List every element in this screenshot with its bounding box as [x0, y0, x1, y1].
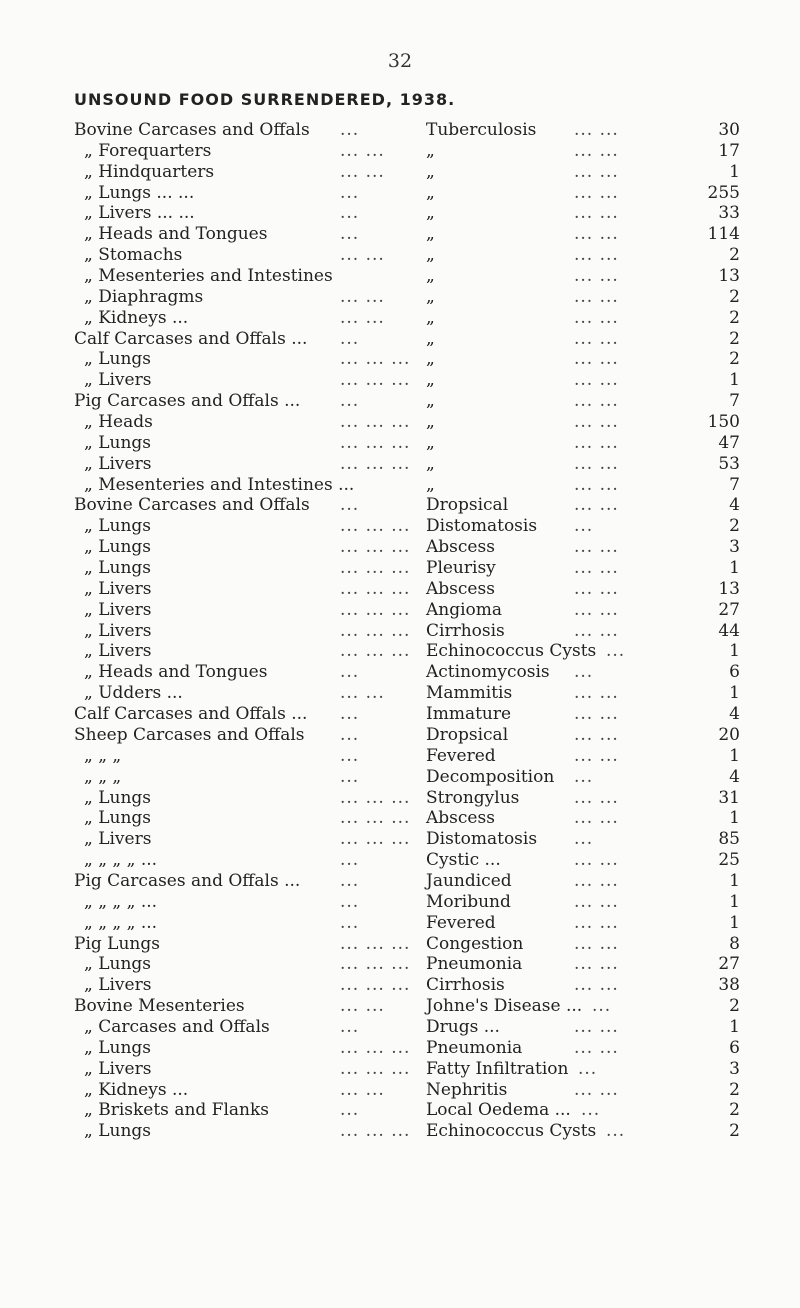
table-row — [74, 183, 754, 204]
leader-dots: ... ... — [574, 203, 619, 224]
count-cell: 1 — [729, 745, 740, 766]
count-cell: 44 — [718, 620, 740, 641]
leader-dots: ... — [574, 829, 594, 850]
table-row — [74, 600, 754, 621]
leader-dots: ... — [340, 850, 360, 871]
leader-dots: ... ... — [574, 370, 619, 391]
leader-dots: ... ... — [574, 391, 619, 412]
item-cell: „ Livers — [84, 829, 152, 850]
table-row — [74, 1038, 754, 1059]
table-row — [74, 454, 754, 475]
count-cell: 38 — [718, 975, 740, 996]
item-cell: „ Carcases and Offals — [84, 1016, 270, 1037]
leader-dots: ... ... — [574, 432, 619, 453]
condition-cell: „ — [426, 140, 435, 161]
leader-dots: ... ... ... — [340, 558, 411, 579]
condition-cell: „ — [426, 453, 435, 474]
condition-cell: Distomatosis — [426, 829, 538, 850]
leader-dots: ... ... — [574, 787, 619, 808]
table-row — [74, 120, 754, 141]
leader-dots: ... ... ... — [340, 516, 411, 537]
count-cell: 33 — [718, 203, 740, 224]
table-row — [74, 579, 754, 600]
count-cell: 3 — [729, 537, 740, 558]
condition-cell: „ — [426, 245, 435, 266]
leader-dots: ... ... — [574, 266, 619, 287]
leader-dots: ... — [581, 1100, 601, 1121]
item-cell: „ Heads and Tongues — [84, 662, 268, 683]
count-cell: 2 — [729, 286, 740, 307]
count-cell: 1 — [729, 641, 740, 662]
condition-cell: „ — [426, 224, 435, 245]
leader-dots: ... ... — [574, 954, 619, 975]
condition-cell: Pneumonia — [426, 1037, 523, 1058]
item-cell: „ Lungs — [84, 349, 152, 370]
count-cell: 1 — [729, 558, 740, 579]
table-row — [74, 1100, 754, 1121]
condition-cell: Cystic ... — [426, 850, 501, 871]
count-cell: 2 — [729, 1121, 740, 1142]
count-cell: 2 — [729, 1100, 740, 1121]
condition-cell: Immature — [426, 704, 512, 725]
leader-dots: ... — [606, 1121, 626, 1142]
leader-dots: ... ... — [574, 850, 619, 871]
item-cell: „ Stomachs — [84, 245, 183, 266]
condition-cell: „ — [426, 412, 435, 433]
item-cell: „ Lungs — [84, 558, 152, 579]
leader-dots: ... — [340, 870, 360, 891]
leader-dots: ... ... — [574, 349, 619, 370]
table-row — [74, 370, 754, 391]
table-row — [74, 475, 754, 496]
table-row — [74, 871, 754, 892]
condition-cell: Congestion — [426, 933, 524, 954]
condition-cell: Cirrhosis — [426, 620, 505, 641]
condition-cell: Cirrhosis — [426, 975, 505, 996]
leader-dots: ... ... — [574, 412, 619, 433]
table-row — [74, 1059, 754, 1080]
item-cell: „ Livers — [84, 370, 152, 391]
table-row — [74, 641, 754, 662]
leader-dots: ... ... — [340, 161, 385, 182]
condition-cell: „ — [426, 474, 435, 495]
leader-dots: ... ... ... — [340, 412, 411, 433]
item-cell: „ „ „ „ ... — [84, 912, 158, 933]
table-row — [74, 892, 754, 913]
leader-dots: ... ... — [574, 620, 619, 641]
condition-cell: „ — [426, 182, 435, 203]
table-row — [74, 287, 754, 308]
leader-dots: ... ... — [574, 1016, 619, 1037]
table-row — [74, 245, 754, 266]
leader-dots: ... ... ... — [340, 933, 411, 954]
leader-dots: ... — [340, 391, 360, 412]
unsound-food-table — [74, 120, 754, 1142]
condition-cell: Fevered — [426, 745, 496, 766]
leader-dots: ... ... ... — [340, 432, 411, 453]
count-cell: 30 — [718, 120, 740, 140]
condition-cell: Dropsical — [426, 724, 509, 745]
item-cell: „ Lungs — [84, 787, 152, 808]
table-row — [74, 788, 754, 809]
leader-dots: ... ... — [574, 1037, 619, 1058]
leader-dots: ... — [340, 120, 360, 140]
count-cell: 4 — [729, 495, 740, 516]
count-cell: 2 — [729, 996, 740, 1017]
condition-cell: Drugs ... — [426, 1016, 500, 1037]
count-cell: 1 — [729, 912, 740, 933]
item-cell: „ Lungs — [84, 516, 152, 537]
leader-dots: ... ... — [340, 245, 385, 266]
leader-dots: ... ... ... — [340, 641, 411, 662]
item-cell: „ Lungs — [84, 954, 152, 975]
leader-dots: ... ... — [574, 328, 619, 349]
count-cell: 7 — [729, 474, 740, 495]
condition-cell: „ — [426, 286, 435, 307]
leader-dots: ... ... ... — [340, 453, 411, 474]
condition-cell: Actinomycosis — [426, 662, 550, 683]
leader-dots: ... — [578, 1058, 598, 1079]
condition-cell: „ — [426, 391, 435, 412]
condition-cell: Local Oedema ... — [426, 1100, 571, 1121]
table-row — [74, 996, 754, 1017]
table-row — [74, 537, 754, 558]
count-cell: 47 — [718, 432, 740, 453]
condition-cell: Abscess — [426, 537, 495, 558]
table-row — [74, 975, 754, 996]
leader-dots: ... ... ... — [340, 537, 411, 558]
condition-cell: Pneumonia — [426, 954, 523, 975]
item-cell: Bovine Carcases and Offals — [74, 120, 310, 140]
item-cell: Pig Carcases and Offals ... — [74, 870, 301, 891]
table-row — [74, 224, 754, 245]
table-row — [74, 329, 754, 350]
condition-cell: Abscess — [426, 578, 495, 599]
table-row — [74, 725, 754, 746]
count-cell: 1 — [729, 808, 740, 829]
table-row — [74, 767, 754, 788]
leader-dots: ... — [340, 224, 360, 245]
leader-dots: ... — [574, 662, 594, 683]
leader-dots: ... — [340, 745, 360, 766]
leader-dots: ... ... ... — [340, 349, 411, 370]
count-cell: 2 — [729, 307, 740, 328]
condition-cell: „ — [426, 328, 435, 349]
item-cell: Bovine Carcases and Offals — [74, 495, 310, 516]
condition-cell: Decomposition — [426, 766, 555, 787]
leader-dots: ... ... — [574, 161, 619, 182]
leader-dots: ... ... — [574, 578, 619, 599]
count-cell: 2 — [729, 516, 740, 537]
leader-dots: ... ... ... — [340, 1058, 411, 1079]
leader-dots: ... ... — [574, 912, 619, 933]
item-cell: „ Lungs — [84, 537, 152, 558]
item-cell: „ Kidneys ... — [84, 307, 189, 328]
leader-dots: ... ... — [340, 1079, 385, 1100]
leader-dots: ... ... — [574, 307, 619, 328]
count-cell: 1 — [729, 870, 740, 891]
table-row — [74, 913, 754, 934]
item-cell: „ „ „ „ ... — [84, 850, 158, 871]
leader-dots: ... — [340, 891, 360, 912]
table-row — [74, 662, 754, 683]
table-row — [74, 203, 754, 224]
condition-cell: „ — [426, 266, 435, 287]
leader-dots: ... ... — [574, 182, 619, 203]
leader-dots: ... ... — [574, 724, 619, 745]
condition-cell: Johne's Disease ... — [426, 996, 583, 1017]
leader-dots: ... ... ... — [340, 954, 411, 975]
leader-dots: ... ... ... — [340, 829, 411, 850]
table-row — [74, 349, 754, 370]
count-cell: 1 — [729, 891, 740, 912]
leader-dots: ... ... — [574, 558, 619, 579]
condition-cell: Distomatosis — [426, 516, 538, 537]
condition-cell: Strongylus — [426, 787, 520, 808]
count-cell: 2 — [729, 1079, 740, 1100]
leader-dots: ... ... — [574, 891, 619, 912]
item-cell: „ „ „ — [84, 745, 122, 766]
table-row — [74, 558, 754, 579]
leader-dots: ... ... — [574, 537, 619, 558]
leader-dots: ... ... — [340, 286, 385, 307]
table-row — [74, 412, 754, 433]
leader-dots: ... ... — [574, 704, 619, 725]
leader-dots: ... ... — [340, 307, 385, 328]
table-row — [74, 683, 754, 704]
leader-dots: ... — [340, 724, 360, 745]
item-cell: „ Lungs — [84, 1037, 152, 1058]
count-cell: 150 — [707, 412, 740, 433]
condition-cell: Echinococcus Cysts — [426, 1121, 597, 1142]
leader-dots: ... — [574, 516, 594, 537]
leader-dots: ... ... — [574, 933, 619, 954]
leader-dots: ... — [340, 912, 360, 933]
leader-dots: ... ... ... — [340, 1037, 411, 1058]
condition-cell: Dropsical — [426, 495, 509, 516]
condition-cell: „ — [426, 161, 435, 182]
count-cell: 2 — [729, 349, 740, 370]
condition-cell: „ — [426, 370, 435, 391]
condition-cell: „ — [426, 203, 435, 224]
leader-dots: ... ... — [574, 745, 619, 766]
table-row — [74, 141, 754, 162]
table-row — [74, 746, 754, 767]
item-cell: „ Hindquarters — [84, 161, 215, 182]
count-cell: 85 — [718, 829, 740, 850]
item-cell: Calf Carcases and Offals ... — [74, 704, 308, 725]
count-cell: 1 — [729, 1016, 740, 1037]
count-cell: 7 — [729, 391, 740, 412]
item-cell: Pig Lungs — [74, 933, 160, 954]
table-row — [74, 934, 754, 955]
leader-dots: ... ... — [574, 683, 619, 704]
condition-cell: Mammitis — [426, 683, 513, 704]
item-cell: „ Heads — [84, 412, 153, 433]
count-cell: 255 — [707, 182, 740, 203]
leader-dots: ... — [340, 1100, 360, 1121]
condition-cell: Fatty Infiltration — [426, 1058, 569, 1079]
leader-dots: ... ... — [574, 474, 619, 495]
count-cell: 8 — [729, 933, 740, 954]
leader-dots: ... ... — [574, 286, 619, 307]
count-cell: 6 — [729, 1037, 740, 1058]
leader-dots: ... — [592, 996, 612, 1017]
item-cell: „ Diaphragms — [84, 286, 204, 307]
leader-dots: ... ... — [574, 140, 619, 161]
item-cell: Pig Carcases and Offals ... — [74, 391, 301, 412]
leader-dots: ... ... — [340, 140, 385, 161]
leader-dots: ... ... — [574, 808, 619, 829]
count-cell: 27 — [718, 954, 740, 975]
leader-dots: ... ... — [574, 453, 619, 474]
item-cell: „ Lungs — [84, 1121, 152, 1142]
count-cell: 25 — [718, 850, 740, 871]
table-row — [74, 1121, 754, 1142]
table-row — [74, 808, 754, 829]
table-row — [74, 1017, 754, 1038]
item-cell: Calf Carcases and Offals ... — [74, 328, 308, 349]
leader-dots: ... ... ... — [340, 975, 411, 996]
item-cell: „ Briskets and Flanks — [84, 1100, 270, 1121]
table-row — [74, 266, 754, 287]
condition-cell: „ — [426, 349, 435, 370]
item-cell: „ Livers ... ... — [84, 203, 195, 224]
item-cell: Sheep Carcases and Offals — [74, 724, 305, 745]
item-cell: „ Livers — [84, 578, 152, 599]
item-cell: „ Kidneys ... — [84, 1079, 189, 1100]
item-cell: „ Udders ... — [84, 683, 183, 704]
item-cell: „ „ „ „ ... — [84, 891, 158, 912]
count-cell: 114 — [707, 224, 740, 245]
table-row — [74, 704, 754, 725]
leader-dots: ... — [340, 704, 360, 725]
item-cell: Bovine Mesenteries — [74, 996, 245, 1017]
item-cell: „ Mesenteries and Intestines ... — [84, 474, 355, 495]
leader-dots: ... ... ... — [340, 808, 411, 829]
item-cell: „ Mesenteries and Intestines — [84, 266, 333, 287]
count-cell: 2 — [729, 245, 740, 266]
leader-dots: ... — [340, 1016, 360, 1037]
leader-dots: ... — [340, 182, 360, 203]
leader-dots: ... ... ... — [340, 1121, 411, 1142]
item-cell: „ Livers — [84, 620, 152, 641]
condition-cell: Echinococcus Cysts — [426, 641, 597, 662]
condition-cell: Pleurisy — [426, 558, 496, 579]
condition-cell: Abscess — [426, 808, 495, 829]
leader-dots: ... ... — [574, 495, 619, 516]
leader-dots: ... — [340, 662, 360, 683]
leader-dots: ... ... ... — [340, 620, 411, 641]
condition-cell: Tuberculosis — [426, 120, 537, 140]
page-number: 32 — [387, 50, 413, 72]
count-cell: 4 — [729, 766, 740, 787]
leader-dots: ... ... — [574, 975, 619, 996]
count-cell: 4 — [729, 704, 740, 725]
leader-dots: ... — [340, 766, 360, 787]
item-cell: „ Livers — [84, 453, 152, 474]
item-cell: „ Forequarters — [84, 140, 212, 161]
leader-dots: ... ... — [340, 996, 385, 1017]
leader-dots: ... ... ... — [340, 578, 411, 599]
count-cell: 3 — [729, 1058, 740, 1079]
table-row — [74, 516, 754, 537]
item-cell: „ „ „ — [84, 766, 122, 787]
count-cell: 13 — [718, 578, 740, 599]
condition-cell: „ — [426, 307, 435, 328]
count-cell: 27 — [718, 599, 740, 620]
condition-cell: Moribund — [426, 891, 511, 912]
condition-cell: Jaundiced — [426, 870, 512, 891]
leader-dots: ... ... — [574, 120, 619, 140]
leader-dots: ... ... — [340, 683, 385, 704]
leader-dots: ... ... — [574, 224, 619, 245]
leader-dots: ... ... — [574, 870, 619, 891]
table-row — [74, 1080, 754, 1101]
leader-dots: ... — [606, 641, 626, 662]
item-cell: „ Livers — [84, 599, 152, 620]
table-row — [74, 162, 754, 183]
count-cell: 20 — [718, 724, 740, 745]
table-row — [74, 954, 754, 975]
leader-dots: ... ... ... — [340, 599, 411, 620]
leader-dots: ... ... — [574, 245, 619, 266]
table-row — [74, 308, 754, 329]
table-row — [74, 850, 754, 871]
count-cell: 1 — [729, 161, 740, 182]
leader-dots: ... ... ... — [340, 370, 411, 391]
item-cell: „ Livers — [84, 641, 152, 662]
leader-dots: ... — [340, 203, 360, 224]
count-cell: 13 — [718, 266, 740, 287]
count-cell: 6 — [729, 662, 740, 683]
leader-dots: ... ... ... — [340, 787, 411, 808]
item-cell: „ Heads and Tongues — [84, 224, 268, 245]
item-cell: „ Lungs ... ... — [84, 182, 195, 203]
item-cell: „ Livers — [84, 1058, 152, 1079]
count-cell: 53 — [718, 453, 740, 474]
condition-cell: Angioma — [426, 599, 503, 620]
table-row — [74, 495, 754, 516]
leader-dots: ... ... — [574, 599, 619, 620]
table-row — [74, 433, 754, 454]
condition-cell: Fevered — [426, 912, 496, 933]
count-cell: 2 — [729, 328, 740, 349]
count-cell: 17 — [718, 140, 740, 161]
table-row — [74, 391, 754, 412]
count-cell: 1 — [729, 370, 740, 391]
item-cell: „ Lungs — [84, 808, 152, 829]
item-cell: „ Livers — [84, 975, 152, 996]
table-row — [74, 829, 754, 850]
leader-dots: ... — [340, 328, 360, 349]
condition-cell: Nephritis — [426, 1079, 508, 1100]
condition-cell: „ — [426, 432, 435, 453]
leader-dots: ... ... — [574, 1079, 619, 1100]
table-row — [74, 621, 754, 642]
leader-dots: ... — [574, 766, 594, 787]
count-cell: 1 — [729, 683, 740, 704]
leader-dots: ... — [340, 495, 360, 516]
count-cell: 31 — [718, 787, 740, 808]
page-title: UNSOUND FOOD SURRENDERED, 1938. — [74, 90, 456, 109]
item-cell: „ Lungs — [84, 432, 152, 453]
